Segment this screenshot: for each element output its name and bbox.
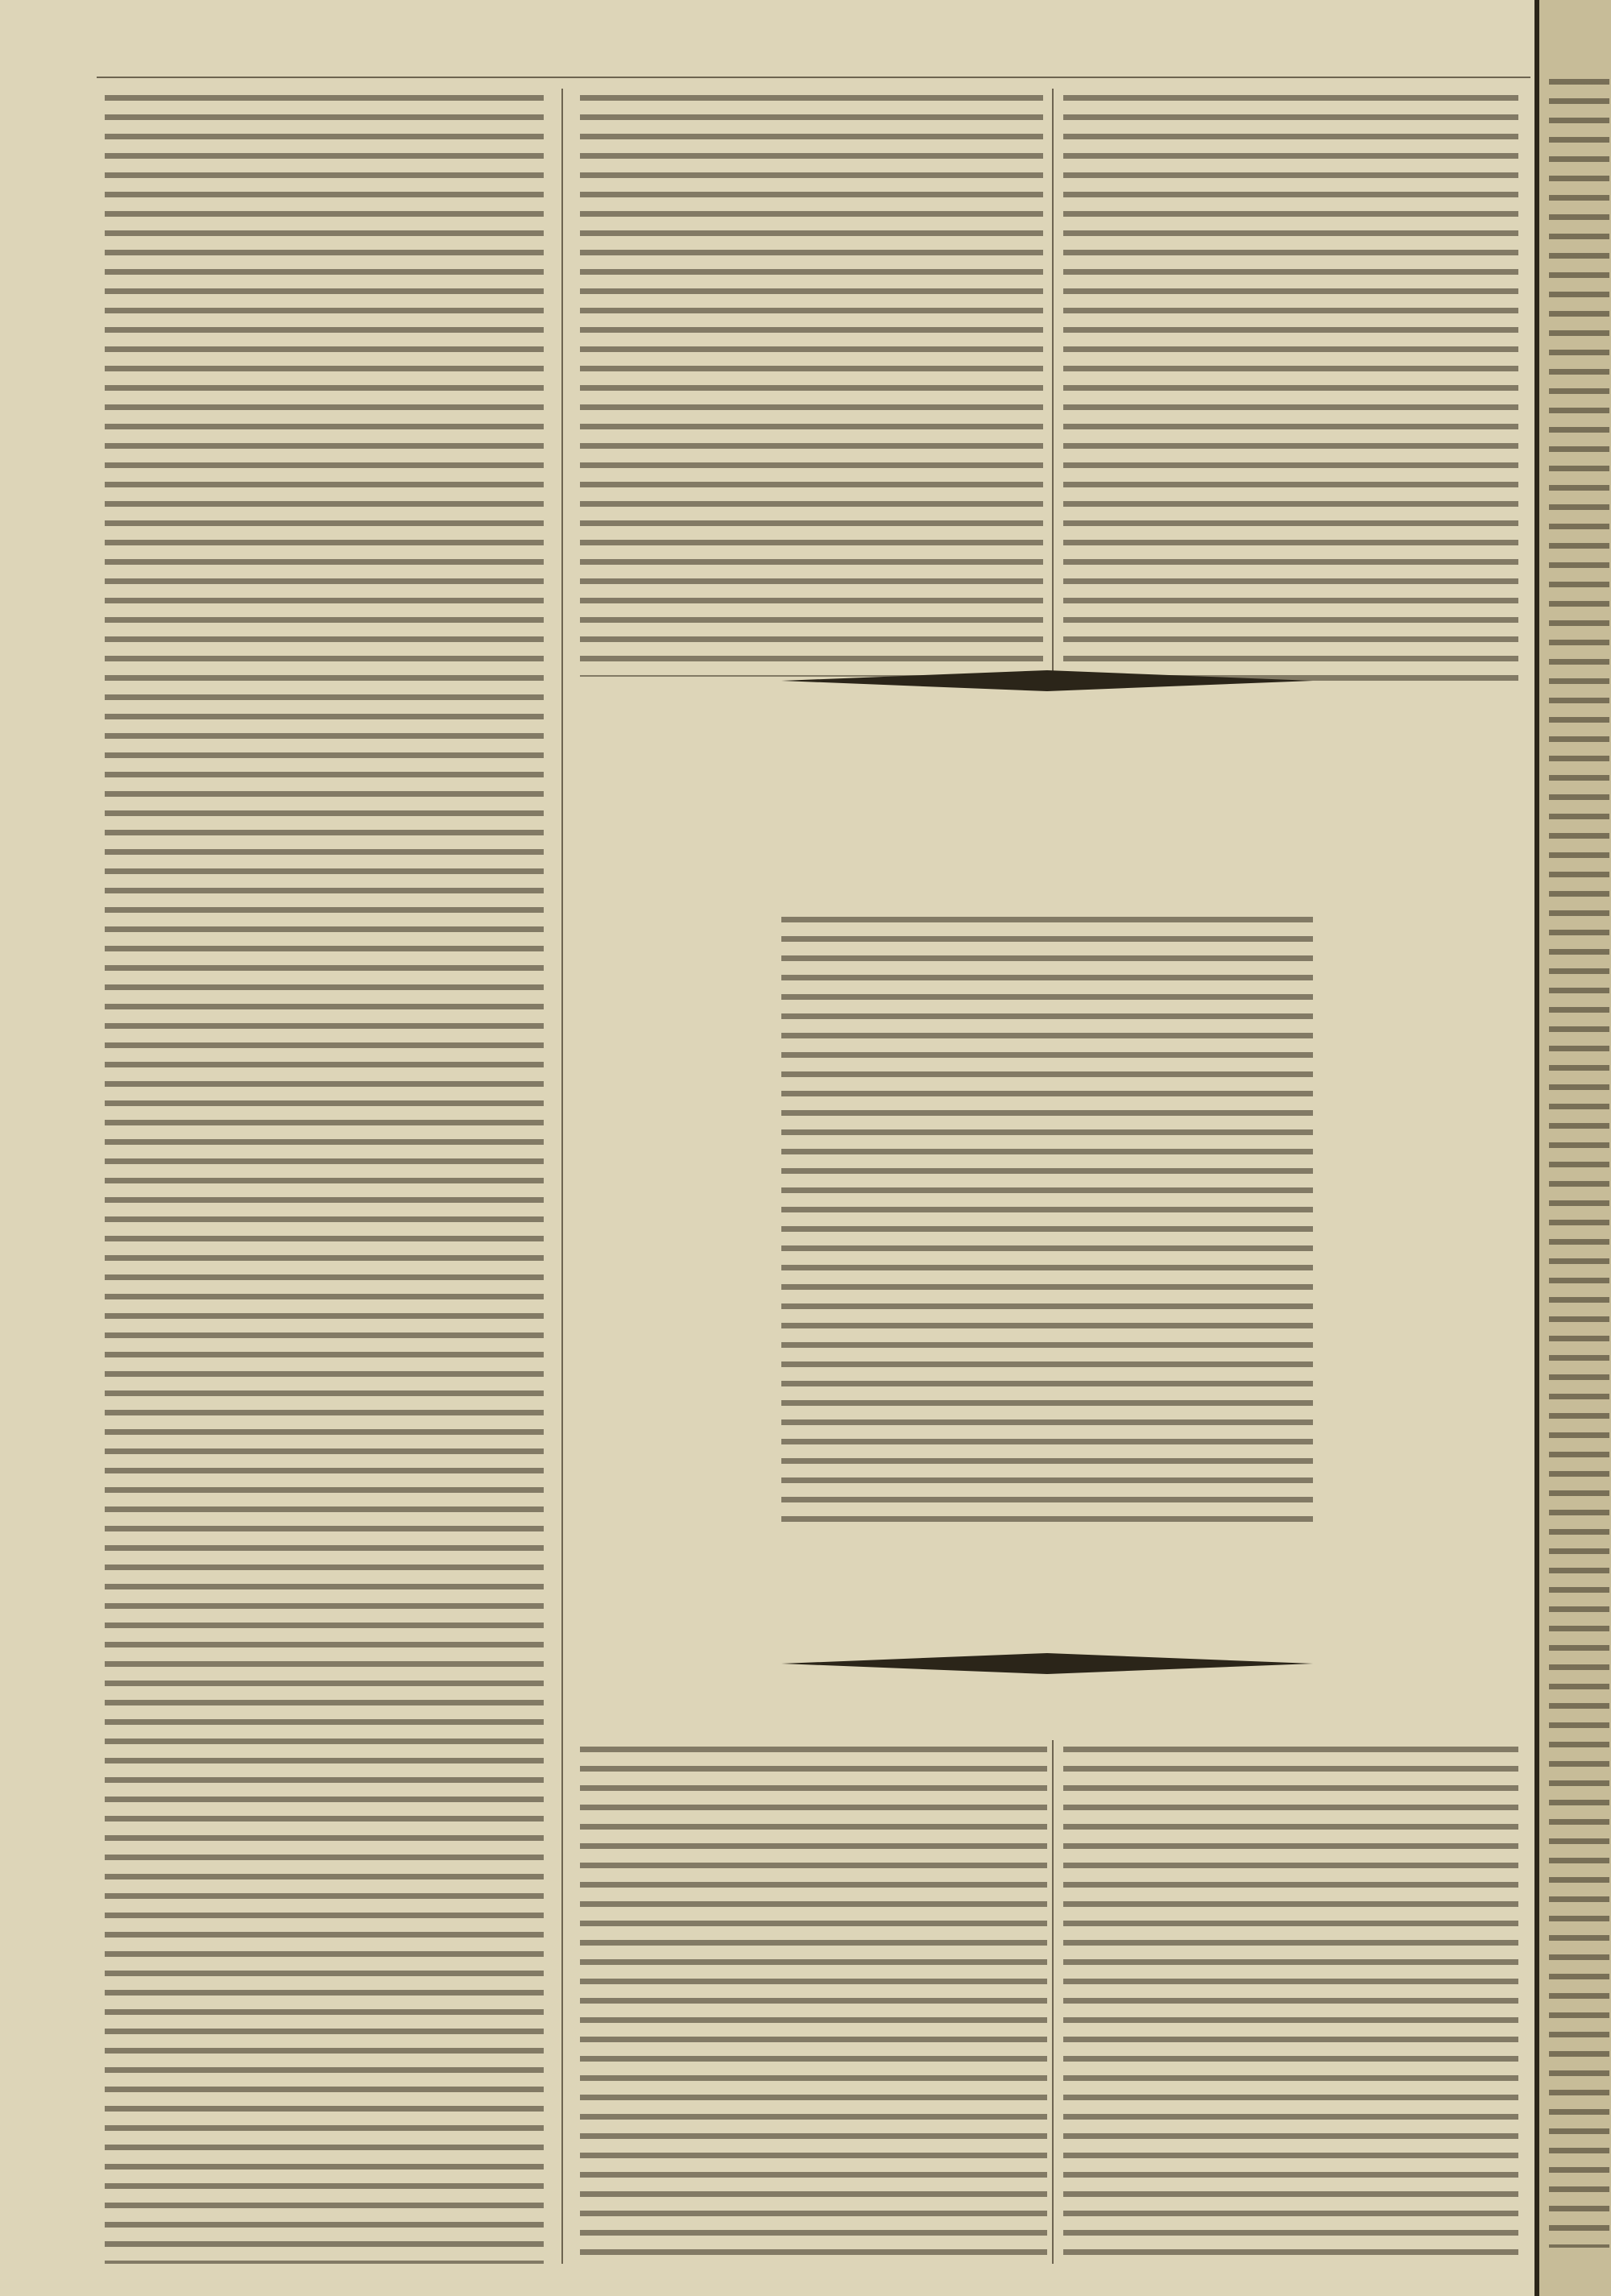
adjacent-page-edge [1534, 0, 1611, 2296]
column-3-text [1063, 89, 1518, 685]
column-2-lower-text [580, 1740, 1047, 2264]
column-divider [1052, 1740, 1054, 2264]
ornament-rule-icon [781, 1652, 1313, 1676]
ornament-rule-icon [781, 669, 1313, 693]
column-2-text [580, 89, 1043, 677]
column-1-text [105, 89, 544, 2264]
top-rule [97, 77, 1530, 78]
column-3-lower-text [1063, 1740, 1518, 2264]
column-divider [561, 89, 563, 2264]
column-divider [1052, 89, 1054, 685]
advertisement-box [580, 620, 1518, 1700]
advertisement-text [781, 910, 1313, 1523]
adjacent-page-text [1549, 73, 1609, 2248]
